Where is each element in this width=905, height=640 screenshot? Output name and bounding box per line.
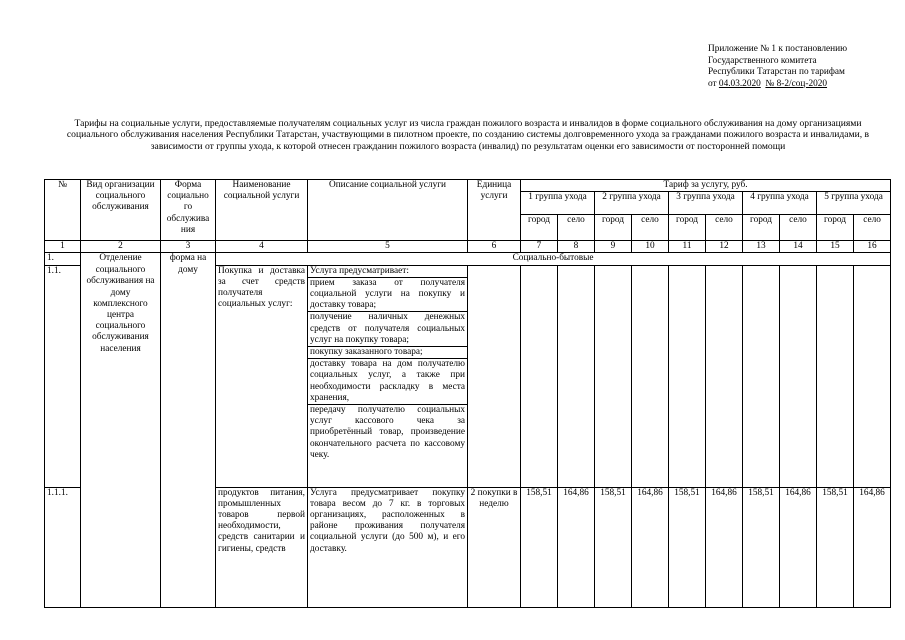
price-cell: 158,51	[817, 487, 854, 607]
approval-date: 04.03.2020	[718, 78, 761, 89]
col-number: 16	[854, 241, 891, 253]
approval-line-2: Государственного комитета	[708, 55, 817, 66]
col-number: 1	[45, 241, 81, 253]
service-name-cell: Покупка и доставка за счет средств получателя социальных услуг:	[216, 265, 308, 487]
price-cell: 164,86	[854, 487, 891, 607]
col-number: 6	[468, 241, 521, 253]
approval-number: 8-2/соц-2020	[776, 78, 828, 89]
price-cell	[706, 265, 743, 487]
price-cell: 158,51	[743, 487, 780, 607]
header-group-2: 2 группа ухода	[595, 192, 669, 215]
header-village: село	[558, 215, 595, 241]
price-cell	[595, 265, 632, 487]
description-item: прием заказа от получателя социальной услуги на покупку и доставку товара;	[308, 277, 468, 313]
price-cell	[780, 265, 817, 487]
col-number: 10	[632, 241, 669, 253]
header-description: Описание социальной услуги	[308, 180, 468, 241]
header-village: село	[632, 215, 669, 241]
price-cell: 164,86	[558, 487, 595, 607]
description-intro: Услуга предусматривает:	[308, 266, 468, 278]
header-num: №	[45, 180, 81, 241]
service-name-cell: продуктов питания, промышленных товаров первой необходимости, средств санитарии и гигиены, средств	[216, 487, 308, 607]
price-cell	[854, 265, 891, 487]
section-form: форма на	[161, 253, 216, 265]
header-village: село	[780, 215, 817, 241]
approval-note	[708, 44, 847, 90]
header-group-1: 1 группа ухода	[521, 192, 595, 215]
description-cell	[308, 265, 468, 487]
price-cell: 164,86	[632, 487, 669, 607]
description-item: доставку товара на дом получателю социальных услуг, а также при необходимости раскладку в места хранения,	[308, 358, 468, 405]
col-number: 12	[706, 241, 743, 253]
row-num: 1.1.1.	[45, 487, 81, 607]
header-city: город	[595, 215, 632, 241]
description-item: передачу получателю социальных услуг кассового чека за приобретённый товар, произведение окончательного расчета по кассовому чеку.	[308, 404, 468, 461]
org-type-cell: социального обслуживания на дому комплексного центра социального обслуживания населения	[81, 265, 161, 607]
description-item: покупку заказанного товара;	[308, 346, 468, 359]
section-label: Социально-бытовые	[216, 253, 891, 265]
header-city: город	[669, 215, 706, 241]
col-number: 2	[81, 241, 161, 253]
unit-cell: 2 покупки в неделю	[468, 487, 521, 607]
section-org-type: Отделение	[81, 253, 161, 265]
header-city: город	[817, 215, 854, 241]
header-city: город	[743, 215, 780, 241]
col-number: 11	[669, 241, 706, 253]
section-row	[45, 253, 891, 265]
header-city: город	[521, 215, 558, 241]
approval-line-4	[708, 79, 847, 91]
approval-line-1: Приложение № 1 к постановлению	[708, 44, 848, 54]
col-number: 4	[216, 241, 308, 253]
price-cell	[521, 265, 558, 487]
price-cell: 158,51	[595, 487, 632, 607]
price-cell	[558, 265, 595, 487]
approval-number-prefix: №	[765, 78, 777, 89]
column-numbers-row	[45, 241, 891, 253]
section-num: 1.	[45, 253, 81, 265]
col-number: 14	[780, 241, 817, 253]
price-cell: 158,51	[669, 487, 706, 607]
price-cell	[743, 265, 780, 487]
price-cell	[817, 265, 854, 487]
price-cell: 164,86	[706, 487, 743, 607]
description-item: получение наличных денежных средств от получателя социальных услуг на покупку товара;	[308, 311, 468, 347]
price-cell	[669, 265, 706, 487]
table-row	[45, 265, 891, 487]
col-number: 15	[817, 241, 854, 253]
price-cell	[632, 265, 669, 487]
header-org-type: Вид организации социального обслуживания	[81, 180, 161, 241]
header-village: село	[706, 215, 743, 241]
header-group-3: 3 группа ухода	[669, 192, 743, 215]
header-tariff: Тариф за услугу, руб.	[521, 180, 891, 192]
description-cell: Услуга предусматривает покупку товара весом до 7 кг. в торговых организациях, расположенных в районе проживания получателя социальной услуги (до 500 м), и его доставку.	[308, 487, 468, 607]
header-unit: Единица услуги	[468, 180, 521, 241]
col-number: 13	[743, 241, 780, 253]
col-number: 7	[521, 241, 558, 253]
header-group-4: 4 группа ухода	[743, 192, 817, 215]
header-group-5: 5 группа ухода	[817, 192, 891, 215]
price-cell: 164,86	[780, 487, 817, 607]
approval-line-3: Республики Татарстан по тарифам	[708, 67, 845, 78]
row-num: 1.1.	[45, 265, 81, 487]
unit-cell	[468, 265, 521, 487]
header-service-name: Наименование социальной услуги	[216, 180, 308, 241]
approval-date-prefix: от	[708, 78, 719, 89]
form-cell: дому	[161, 265, 216, 607]
header-form: Форма социально го обслужива ния	[161, 180, 216, 241]
col-number: 8	[558, 241, 595, 253]
header-village: село	[854, 215, 891, 241]
col-number: 5	[308, 241, 468, 253]
document-title: Тарифы на социальные услуги, предоставляемые получателям социальных услуг из числа граждан пожилого возраста и инвалидов в форме социального обслуживания на дому организациями социального обслуживания населения Республики Татарстан, участвующими в пилотном проекте, по созданию системы долговременного ухода за гражданами пожилого возраста и инвалидами, в зависимости от группы ухода, к которой отнесен гражданин пожилого возраста (инвалид) по результатам оценки его зависимости от посторонней помощи	[66, 118, 870, 152]
price-cell: 158,51	[521, 487, 558, 607]
col-number: 9	[595, 241, 632, 253]
tariff-table	[44, 179, 891, 608]
col-number: 3	[161, 241, 216, 253]
